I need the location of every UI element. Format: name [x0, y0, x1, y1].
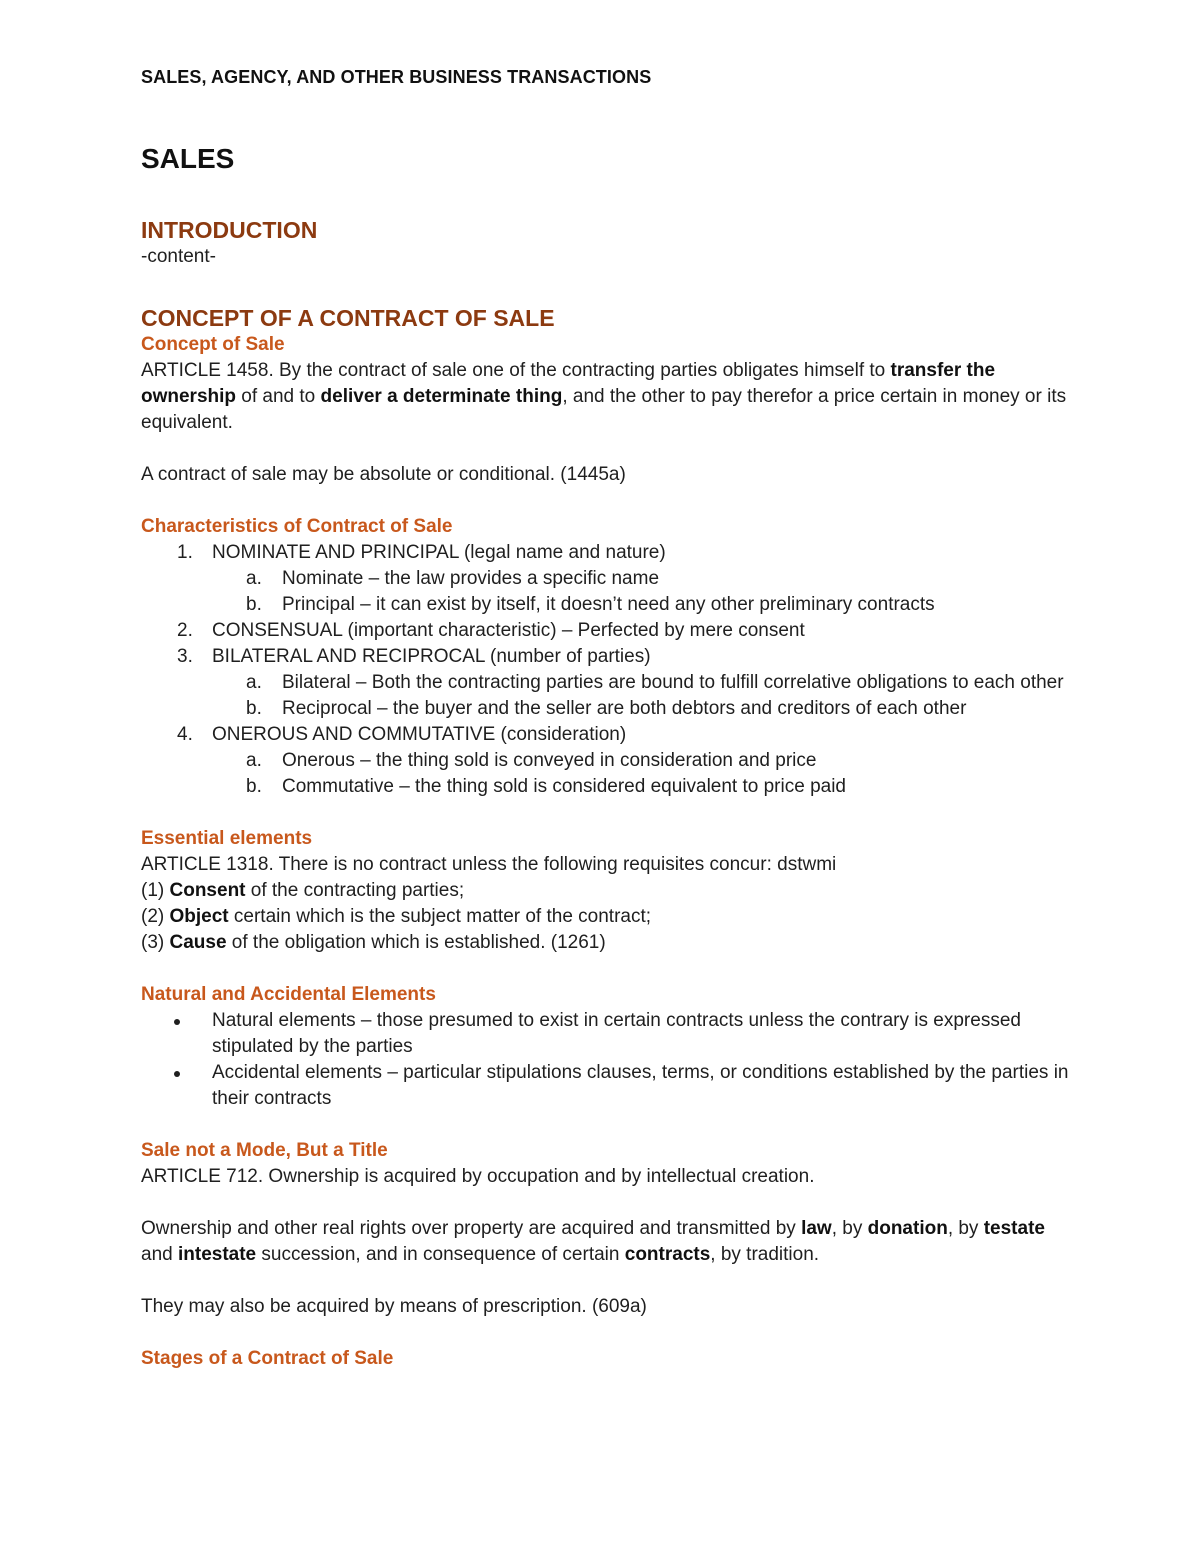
ownership-paragraph: [141, 1216, 1081, 1268]
list-item-text: CONSENSUAL (important characteristic) – Perfected by mere consent: [212, 620, 805, 641]
list-item-text: Reciprocal – the buyer and the seller are both debtors and creditors of each other: [282, 698, 967, 719]
text-run: and: [141, 1244, 178, 1265]
list-marker: 2.: [177, 620, 193, 641]
prescription-paragraph: They may also be acquired by means of prescription. (609a): [141, 1296, 647, 1317]
bullet-icon: [174, 1071, 180, 1077]
mode-title-heading: Sale not a Mode, But a Title: [141, 1140, 388, 1161]
list-marker: b.: [246, 698, 262, 719]
list-marker: b.: [246, 594, 262, 615]
page-title: SALES: [141, 143, 235, 174]
list-marker: 3.: [177, 646, 193, 667]
list-item-text: Bilateral – Both the contracting parties are bound to fulfill correlative obligations to each other: [282, 672, 1064, 693]
bold-text: donation: [867, 1218, 948, 1239]
bold-text: transfer the ownership: [141, 360, 996, 407]
list-subitem: [141, 774, 1081, 800]
list-subitem: [141, 566, 1081, 592]
text-run: , by: [947, 1218, 984, 1239]
list-item-text: Onerous – the thing sold is conveyed in consideration and price: [282, 750, 817, 771]
list-item: [141, 1008, 1081, 1060]
article-1318-paragraph: ARTICLE 1318. There is no contract unless the following requisites concur: dstwmi: [141, 854, 837, 875]
text-run: , by: [831, 1218, 868, 1239]
list-subitem: [141, 748, 1081, 774]
bold-text: Object: [169, 906, 229, 927]
text-run: of the contracting parties;: [245, 880, 465, 901]
absolute-conditional-paragraph: A contract of sale may be absolute or conditional. (1445a): [141, 464, 626, 485]
natural-accidental-heading: Natural and Accidental Elements: [141, 984, 436, 1005]
list-item-text: Commutative – the thing sold is considered equivalent to price paid: [282, 776, 846, 797]
list-item-text: Principal – it can exist by itself, it doesn’t need any other preliminary contracts: [282, 594, 935, 615]
bold-text: testate: [983, 1218, 1045, 1239]
list-item-text: ONEROUS AND COMMUTATIVE (consideration): [212, 724, 627, 745]
list-item: [141, 540, 1081, 566]
text-run: certain which is the subject matter of the contract;: [228, 906, 652, 927]
list-marker: a.: [246, 568, 262, 589]
list-item-text: Accidental elements – particular stipulations clauses, terms, or conditions established by the parties in their contracts: [212, 1062, 1069, 1109]
text-run: , and the other to pay therefor a price certain in money or its equivalent.: [141, 386, 1067, 433]
bold-text: Consent: [169, 880, 246, 901]
list-marker: 1.: [177, 542, 193, 563]
list-item: [141, 644, 1081, 670]
text-run: (2): [141, 906, 170, 927]
requisite-item: [141, 904, 1081, 930]
list-item-text: NOMINATE AND PRINCIPAL (legal name and nature): [212, 542, 666, 563]
article-712-paragraph: ARTICLE 712. Ownership is acquired by occupation and by intellectual creation.: [141, 1166, 815, 1187]
text-run: (3): [141, 932, 170, 953]
elements-bullet-list: [141, 1008, 1081, 1112]
bold-text: deliver a determinate thing: [320, 386, 563, 407]
characteristics-list: [141, 540, 1081, 800]
requisite-item: [141, 930, 1081, 956]
list-item: [141, 1060, 1081, 1112]
introduction-content: -content-: [141, 246, 216, 267]
article-1458-paragraph: [141, 358, 1081, 436]
list-item-text: Natural elements – those presumed to exist in certain contracts unless the contrary is expressed stipulated by the parties: [212, 1010, 1021, 1057]
document-header: SALES, AGENCY, AND OTHER BUSINESS TRANSACTIONS: [141, 67, 652, 87]
list-marker: a.: [246, 750, 262, 771]
list-subitem: [141, 670, 1081, 696]
text-run: succession, and in consequence of certain: [256, 1244, 625, 1265]
bold-text: law: [801, 1218, 832, 1239]
list-marker: a.: [246, 672, 262, 693]
bold-text: contracts: [624, 1244, 711, 1265]
stages-heading: Stages of a Contract of Sale: [141, 1348, 394, 1369]
list-item: [141, 618, 1081, 644]
list-item-text: Nominate – the law provides a specific name: [282, 568, 660, 589]
requisite-item: [141, 878, 1081, 904]
text-run: ARTICLE 1458. By the contract of sale one of the contracting parties obligates himself to: [141, 360, 891, 381]
bold-text: Cause: [169, 932, 227, 953]
text-run: Ownership and other real rights over property are acquired and transmitted by: [141, 1218, 802, 1239]
text-run: of and to: [236, 386, 321, 407]
text-run: of the obligation which is established. (1261): [226, 932, 606, 953]
list-item: [141, 722, 1081, 748]
bullet-icon: [174, 1019, 180, 1025]
text-run: , by tradition.: [710, 1244, 820, 1265]
document-page: [141, 66, 1081, 1372]
list-subitem: [141, 696, 1081, 722]
list-marker: b.: [246, 776, 262, 797]
essential-elements-heading: Essential elements: [141, 828, 313, 849]
bold-text: intestate: [177, 1244, 257, 1265]
list-subitem: [141, 592, 1081, 618]
list-marker: 4.: [177, 724, 193, 745]
concept-section-heading: CONCEPT OF A CONTRACT OF SALE: [141, 305, 555, 331]
characteristics-heading: Characteristics of Contract of Sale: [141, 516, 453, 537]
concept-of-sale-heading: Concept of Sale: [141, 334, 285, 355]
text-run: (1): [141, 880, 170, 901]
list-item-text: BILATERAL AND RECIPROCAL (number of parties): [212, 646, 651, 667]
introduction-heading: INTRODUCTION: [141, 217, 318, 243]
